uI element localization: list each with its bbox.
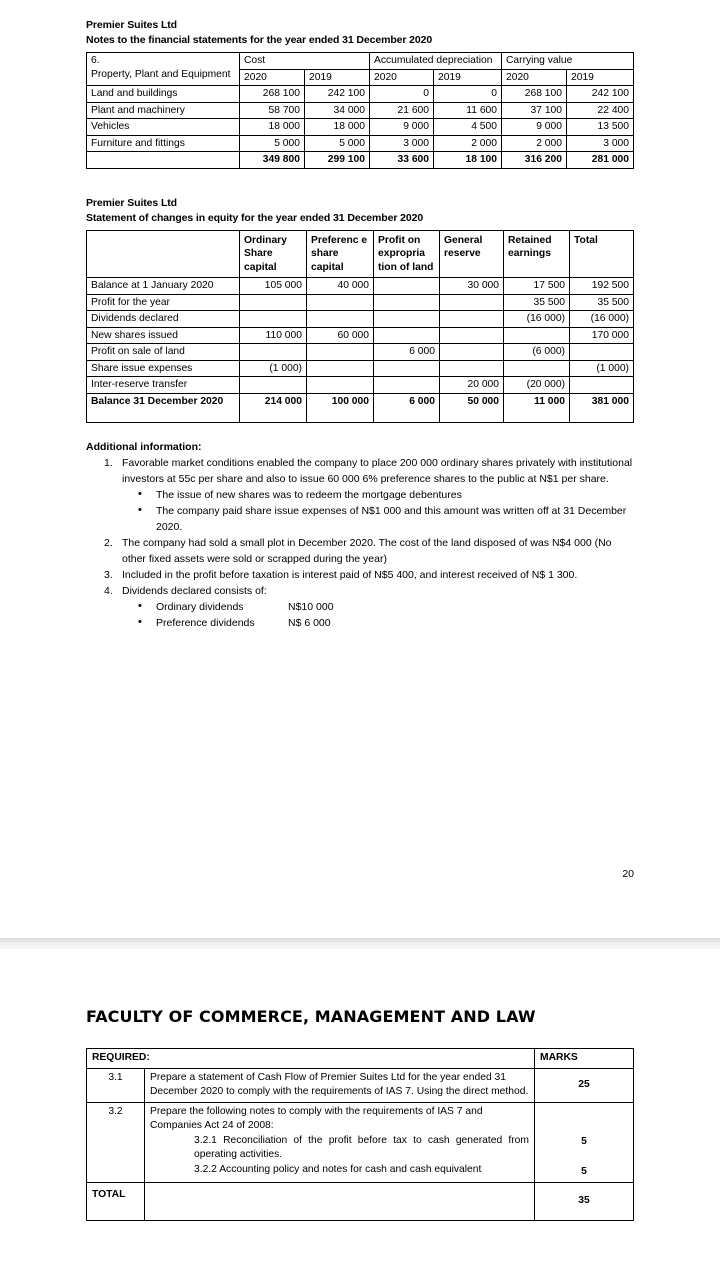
equity-header-blank [87,230,240,278]
ppe-cell: 0 [434,86,502,103]
required-header: REQUIRED: [87,1049,535,1069]
total-label: TOTAL [87,1182,145,1221]
ppe-cell: 22 400 [567,102,634,119]
table-row [87,344,634,361]
equity-cell [504,327,570,344]
list-item [122,615,634,631]
ppe-group-header-accumulated-depreciation: Accumulated depreciation [370,53,502,70]
equity-cell: 110 000 [240,327,307,344]
ppe-total-cell: 316 200 [502,152,567,169]
table-row [87,360,634,377]
list-item-number: 1. [104,457,113,469]
ppe-year-header: 2019 [305,69,370,86]
ppe-note-label-cell [87,53,240,86]
ppe-group-header-carrying-value: Carrying value [502,53,634,70]
ppe-company-name: Premier Suites Ltd [86,19,177,31]
equity-total-label: Balance 31 December 2020 [87,393,240,423]
equity-header-general-reserve: General reserve [440,230,504,278]
list-item [86,535,634,567]
table-row-header [87,230,634,278]
sub-question-marks-block [535,1102,634,1182]
ppe-cell: 4 500 [434,119,502,136]
table-row [87,1102,634,1182]
equity-statement-subtitle: Statement of changes in equity for the year ended 31 December 2020 [86,211,424,224]
equity-cell [240,377,307,394]
required-marks-table [86,1048,634,1221]
ppe-note-title: Property, Plant and Equipment [91,68,231,80]
dividend-amount: N$ 6 000 [288,617,331,629]
equity-cell: (20 000) [504,377,570,394]
question-text: Prepare a statement of Cash Flow of Premier Suites Ltd for the year ended 31 December 2020 to comply with the requirements of IAS 7. Using the direct method. [145,1068,535,1102]
page-number: 20 [622,868,634,880]
ppe-cell: 0 [370,86,434,103]
equity-total-cell: 11 000 [504,393,570,423]
equity-cell [504,360,570,377]
list-item [122,599,634,615]
equity-cell [240,344,307,361]
question-marks: 25 [535,1068,634,1102]
list-item-number: 4. [104,585,113,597]
ppe-row-label: Vehicles [87,119,240,136]
equity-cell: 35 500 [570,294,634,311]
equity-row-label: Inter-reserve transfer [87,377,240,394]
equity-row-label: Share issue expenses [87,360,240,377]
dividend-label: • Preference dividends [156,617,255,629]
ppe-cell: 268 100 [502,86,567,103]
ppe-note-number: 6. [91,55,100,66]
ppe-cell: 37 100 [502,102,567,119]
ppe-cell: 3 000 [370,135,434,152]
equity-cell: (16 000) [504,311,570,328]
ppe-row-label: Plant and machinery [87,102,240,119]
ppe-total-cell: 33 600 [370,152,434,169]
equity-header-preference-share-capital: Preferenc e share capital [307,230,374,278]
list-item [86,455,634,535]
sub-question-marks: 5 [581,1166,587,1177]
ppe-cell: 3 000 [567,135,634,152]
equity-cell: 60 000 [307,327,374,344]
sub-bullet-list [122,487,634,535]
ppe-year-header: 2019 [434,69,502,86]
equity-cell [570,377,634,394]
equity-cell: 35 500 [504,294,570,311]
dividend-label: • Ordinary dividends [156,601,244,613]
equity-cell: 192 500 [570,278,634,295]
equity-cell [374,278,440,295]
page-1-content [0,0,720,631]
page-2-content [0,949,720,1221]
equity-header-profit-on-expropriation-of-land: Profit on expropria tion of land [374,230,440,278]
ppe-cell: 2 000 [434,135,502,152]
list-item-number: 2. [104,537,113,549]
ppe-cell: 34 000 [305,102,370,119]
sub-question-marks: 5 [581,1135,587,1147]
list-item-text: Favorable market conditions enabled the company to place 200 000 ordinary shares privately with institutional investors at 55c per share and also to issue 60 000 6% preference shares to the public at N$1 per share. [122,457,633,485]
list-item: • The issue of new shares was to redeem the mortgage debentures [122,487,634,503]
equity-cell: (6 000) [504,344,570,361]
table-row [87,102,634,119]
list-item-text: The company had sold a small plot in December 2020. The cost of the land disposed of was N$4 000 (No other fixed assets were sold or scrapped during the year) [122,537,612,565]
table-row [87,327,634,344]
equity-company-name: Premier Suites Ltd [86,196,177,209]
table-row [87,119,634,136]
ppe-cell: 13 500 [567,119,634,136]
ppe-row-label: Land and buildings [87,86,240,103]
table-row [87,311,634,328]
equity-row-label: Profit on sale of land [87,344,240,361]
equity-cell [374,377,440,394]
question-index: 3.2 [87,1102,145,1182]
marks-header: MARKS [535,1049,634,1069]
equity-cell: 30 000 [440,278,504,295]
equity-cell [570,344,634,361]
ppe-total-label [87,152,240,169]
equity-row-label: New shares issued [87,327,240,344]
question-text: Prepare the following notes to comply with the requirements of IAS 7 and Companies Act 24 of 2008: [150,1105,483,1131]
ppe-row-label: Furniture and fittings [87,135,240,152]
equity-header-retained-earnings: Retained earnings [504,230,570,278]
document-page-2 [0,949,720,1277]
table-row [87,294,634,311]
equity-cell [307,377,374,394]
table-row [87,278,634,295]
sub-question-text: 3.2.2 Accounting policy and notes for cash and cash equivalent [194,1163,482,1175]
table-row-header [87,1049,634,1069]
equity-cell [307,294,374,311]
additional-information-title: Additional information: [86,441,202,453]
equity-total-cell: 6 000 [374,393,440,423]
table-row-group-header [87,53,634,70]
table-row [87,1068,634,1102]
ppe-cell: 9 000 [370,119,434,136]
ppe-cell: 9 000 [502,119,567,136]
ppe-year-header: 2020 [240,69,305,86]
table-row [87,135,634,152]
table-row-total [87,1182,634,1221]
ppe-cell: 242 100 [305,86,370,103]
table-row [87,377,634,394]
ppe-cell: 18 000 [240,119,305,136]
equity-cell [440,311,504,328]
table-row-total [87,152,634,169]
list-item-number: 3. [104,569,113,581]
equity-cell [307,360,374,377]
ppe-cell: 18 000 [305,119,370,136]
page-separator [0,938,720,949]
equity-cell: 20 000 [440,377,504,394]
ppe-group-header-cost: Cost [240,53,370,70]
list-item: • The company paid share issue expenses of N$1 000 and this amount was written off at 31 December 2020. [122,503,634,535]
equity-row-label: Profit for the year [87,294,240,311]
equity-cell: 105 000 [240,278,307,295]
equity-cell [240,311,307,328]
equity-header-ordinary-share-capital: Ordinary Share capital [240,230,307,278]
total-blank-cell [145,1182,535,1221]
equity-cell: 6 000 [374,344,440,361]
equity-cell [440,327,504,344]
equity-cell [307,344,374,361]
equity-cell [374,360,440,377]
equity-cell [374,294,440,311]
ppe-total-cell: 281 000 [567,152,634,169]
equity-total-cell: 381 000 [570,393,634,423]
ppe-cell: 2 000 [502,135,567,152]
ppe-cell: 242 100 [567,86,634,103]
equity-total-cell: 50 000 [440,393,504,423]
equity-total-cell: 100 000 [307,393,374,423]
equity-row-label: Balance at 1 January 2020 [87,278,240,295]
ppe-cell: 21 600 [370,102,434,119]
equity-cell [440,344,504,361]
equity-cell: 40 000 [307,278,374,295]
equity-cell [374,327,440,344]
list-item-text: Included in the profit before taxation is interest paid of N$5 400, and interest received of N$ 1 300. [122,569,578,581]
dividend-amount: N$10 000 [288,601,334,613]
ppe-cell: 268 100 [240,86,305,103]
statement-of-changes-in-equity-table [86,230,634,424]
equity-cell: 170 000 [570,327,634,344]
total-marks: 35 [535,1182,634,1221]
property-plant-equipment-table [86,52,634,169]
list-item [86,583,634,631]
additional-information-list [86,455,634,631]
faculty-heading: FACULTY OF COMMERCE, MANAGEMENT AND LAW [86,1007,536,1026]
ppe-year-header: 2020 [502,69,567,86]
equity-cell: 17 500 [504,278,570,295]
ppe-total-cell: 349 800 [240,152,305,169]
table-row-total [87,393,634,423]
question-text-block [145,1102,535,1182]
ppe-cell: 5 000 [240,135,305,152]
equity-row-label: Dividends declared [87,311,240,328]
equity-cell: (1 000) [570,360,634,377]
ppe-year-header: 2020 [370,69,434,86]
ppe-note-subtitle: Notes to the financial statements for the year ended 31 December 2020 [86,34,433,46]
ppe-total-cell: 299 100 [305,152,370,169]
question-index: 3.1 [87,1068,145,1102]
ppe-cell: 58 700 [240,102,305,119]
equity-cell [374,311,440,328]
equity-cell: (1 000) [240,360,307,377]
dividends-list [122,599,634,631]
list-item-text: Dividends declared consists of: [122,585,267,597]
equity-cell [240,294,307,311]
sub-question-text: 3.2.1 Reconciliation of the profit before tax to cash generated from operating activities. [194,1134,529,1160]
ppe-cell: 5 000 [305,135,370,152]
equity-total-cell: 214 000 [240,393,307,423]
ppe-cell: 11 600 [434,102,502,119]
list-item [86,567,634,583]
equity-cell [440,294,504,311]
ppe-total-cell: 18 100 [434,152,502,169]
equity-cell [440,360,504,377]
equity-cell: (16 000) [570,311,634,328]
equity-cell [307,311,374,328]
equity-header-total: Total [570,230,634,278]
ppe-year-header: 2019 [567,69,634,86]
table-row [87,86,634,103]
